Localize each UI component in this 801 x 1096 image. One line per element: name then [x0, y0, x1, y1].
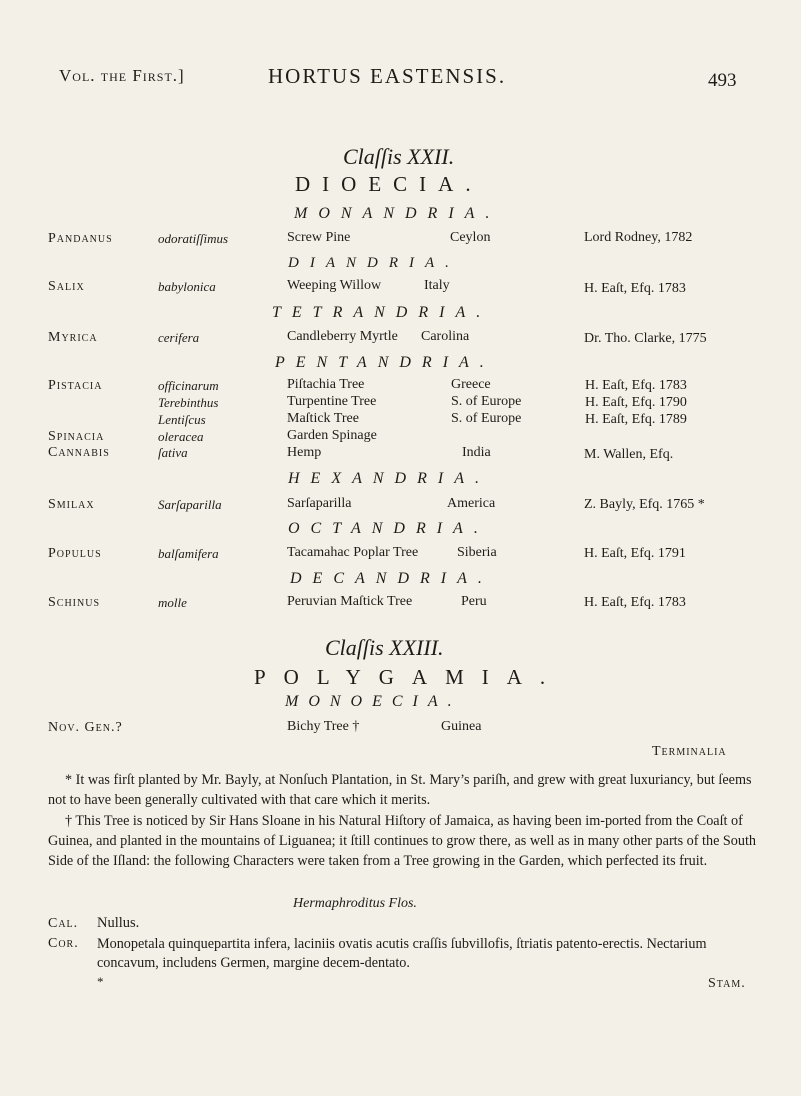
corolla-label: Cor. [48, 936, 79, 951]
country: America [447, 496, 496, 511]
class-name-polygamia: POLYGAMIA. [254, 665, 564, 689]
common-name: Weeping Willow [287, 278, 382, 293]
country: Carolina [421, 329, 470, 344]
country: India [462, 445, 491, 460]
source: M. Wallen, Efq. [584, 447, 674, 462]
common-name: Sarſaparilla [287, 496, 352, 511]
genus-name: Spinacia [48, 429, 105, 444]
page-number: 493 [708, 70, 737, 91]
species-name: oleracea [158, 429, 204, 444]
species-name: babylonica [158, 279, 216, 294]
footnote-text: * It was firſt planted by Mr. Bayly, at Nonſuch Plantation, in St. Mary’s pariſh, and grew with great luxuriancy, but ſeems not to have been generally cultivated with that care which it merits. [48, 772, 752, 808]
source: H. Eaſt, Efq. 1783 [584, 281, 686, 296]
order-monoecia: MONOECIA. [285, 693, 462, 710]
source: Dr. Tho. Clarke, 1775 [584, 331, 707, 346]
genus-name: Cannabis [48, 445, 110, 460]
species-name: officinarum [158, 378, 219, 393]
classis-xxiii-label: Claſſis XXIII. [325, 635, 444, 660]
genus-name: Myrica [48, 330, 98, 345]
source: H. Eaſt, Efq. 1783 [585, 378, 687, 393]
genus-name: Schinus [48, 595, 101, 610]
order-diandria: DIANDRIA. [288, 255, 460, 271]
common-name: Candleberry Myrtle [287, 329, 398, 344]
class-name-dioecia: DIOECIA. [295, 172, 483, 196]
source: H. Eaſt, Efq. 1791 [584, 546, 686, 561]
common-name: Screw Pine [287, 230, 351, 245]
source: Lord Rodney, 1782 [584, 230, 693, 245]
order-octandria: OCTANDRIA. [288, 520, 489, 537]
country: S. of Europe [451, 394, 522, 409]
running-head-volume: Vol. the First.] [59, 66, 185, 85]
country: S. of Europe [451, 411, 522, 426]
order-decandria: DECANDRIA. [290, 570, 493, 587]
genus-name: Populus [48, 546, 102, 561]
common-name: Piſtachia Tree [287, 377, 365, 392]
running-head-title: HORTUS EASTENSIS. [268, 64, 507, 88]
order-pentandria: PENTANDRIA. [275, 354, 495, 371]
common-name: Garden Spinage [287, 428, 377, 443]
common-name: Bichy Tree † [287, 719, 360, 734]
species-name: Lentiſcus [158, 412, 206, 427]
classis-xxii-label: Claſſis XXII. [343, 144, 455, 169]
calyx-label: Cal. [48, 916, 79, 931]
source: H. Eaſt, Efq. 1790 [585, 395, 687, 410]
calyx-text: Nullus. [97, 915, 140, 931]
footnote-bayly [48, 770, 764, 810]
country: Guinea [441, 719, 482, 734]
species-name: balſamifera [158, 546, 219, 561]
footnote-text: † This Tree is noticed by Sir Hans Sloane in his Natural Hiſtory of Jamaica, as having been im-ported from the Coaſt of Guinea, and planted in the mountains of Liguanea; it ſtill continues to grow there, as well as in many other parts of the South Side of the Iſland: the following Characters were taken from a Tree growing in the Garden, which perfected its fruit. [48, 813, 757, 869]
country: Italy [424, 278, 450, 293]
catchword-stam: Stam. [708, 976, 746, 991]
species-name: Terebinthus [158, 395, 219, 410]
country: Siberia [457, 545, 497, 560]
source: H. Eaſt, Efq. 1783 [584, 595, 686, 610]
signature-mark: * [97, 974, 104, 989]
genus-name: Pistacia [48, 378, 103, 393]
genus-name: Salix [48, 279, 85, 294]
species-name: Sarſaparilla [158, 497, 222, 512]
common-name: Maſtick Tree [287, 411, 359, 426]
species-name: odoratiſſimus [158, 231, 229, 246]
description-heading: Hermaphroditus Flos. [293, 896, 417, 911]
country: Ceylon [450, 230, 491, 245]
order-tetrandria: TETRANDRIA. [272, 304, 492, 321]
footnote-bichy-tree [48, 811, 764, 871]
corolla-text: Monopetala quinquepartita infera, laciniis ovatis acutis craſſis ſubvillofis, ſtriatis patento-erectis. Nectarium concavum, includens Germen, margine decem-dentato. [97, 936, 707, 971]
genus-name: Nov. Gen.? [48, 720, 123, 735]
catchword-terminalia: Terminalia [652, 744, 727, 759]
species-name: cerifera [158, 330, 200, 345]
common-name: Hemp [287, 445, 322, 460]
order-monandria: MONANDRIA. [294, 205, 501, 222]
genus-name: Pandanus [48, 231, 113, 246]
genus-name: Smilax [48, 497, 95, 512]
species-name: ſativa [158, 445, 188, 460]
common-name: Turpentine Tree [287, 394, 377, 409]
order-hexandria: HEXANDRIA. [288, 470, 490, 487]
country: Peru [461, 594, 487, 609]
common-name: Peruvian Maſtick Tree [287, 594, 413, 609]
country: Greece [451, 377, 491, 392]
source: Z. Bayly, Efq. 1765 * [584, 497, 705, 512]
species-name: molle [158, 595, 187, 610]
source: H. Eaſt, Efq. 1789 [585, 412, 687, 427]
common-name: Tacamahac Poplar Tree [287, 545, 419, 560]
